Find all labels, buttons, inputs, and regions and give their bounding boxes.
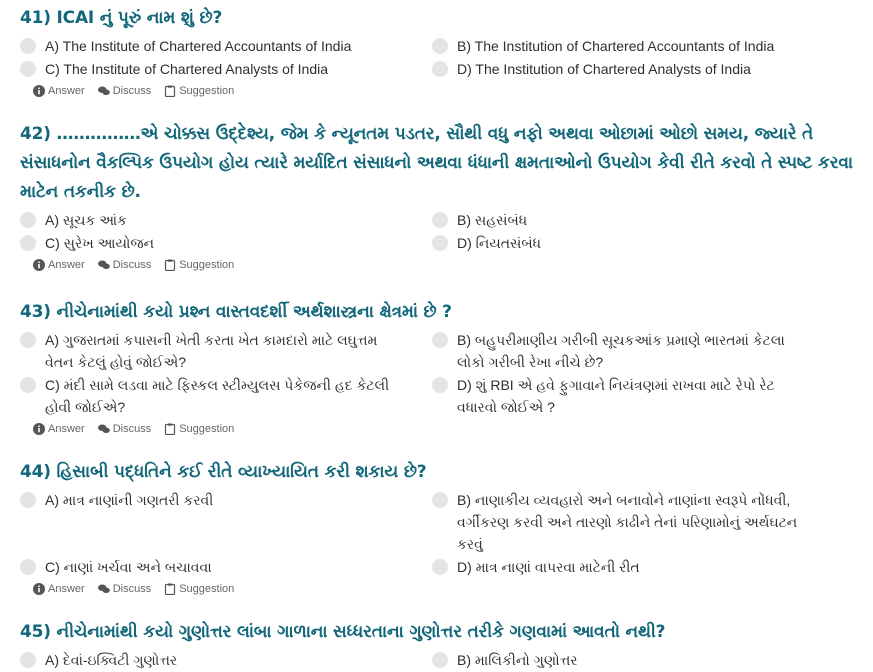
option-label: A) ગુજરાતમાં કપાસની ખેતી કરતા ખેત કામદારો માટે લઘુત્તમ વેતન કેટલું હોવું જોઈએ?: [45, 332, 378, 370]
radio-button[interactable]: [432, 235, 448, 251]
option-label: C) નાણાં ખર્ચવા અને બચાવવા: [45, 559, 212, 575]
option-label: A) સૂચક આંક: [45, 212, 127, 228]
comments-icon: [98, 583, 110, 595]
discuss-label: Discuss: [112, 259, 152, 271]
question-actions: [20, 85, 860, 97]
suggestion-label: Suggestion: [179, 423, 235, 435]
option-b[interactable]: [432, 35, 844, 57]
question-42: [20, 120, 860, 271]
question-title: 42) ……………એ ચોક્કસ ઉદ્દેશ્ય, જેમ કે ન્યૂનતમ પડતર, સૌથી વધુ નફો અથવા ઓછામાં ઓછો સમય, જ્યારે તે સંસાધનોન વૈકલ્પિક ઉપયોગ હોય ત્યારે મર્યાદિત સંસાધનો અથવા ધંધાની ક્ષમતાઓનો ઉપયોગ કેવી રીતે કરવો તે સ્પષ્ટ કરવા માટેન તકનીક છે.: [20, 124, 853, 202]
answer-label: Answer: [48, 259, 85, 271]
radio-button[interactable]: [432, 559, 448, 575]
radio-button[interactable]: [20, 492, 36, 508]
option-d[interactable]: [432, 58, 844, 80]
discuss-label: Discuss: [112, 85, 152, 97]
question-45: [20, 618, 860, 672]
radio-button[interactable]: [432, 38, 448, 54]
radio-button[interactable]: [432, 652, 448, 668]
suggestion-link[interactable]: [164, 85, 234, 97]
radio-button[interactable]: [20, 235, 36, 251]
option-label: C) સુરેખ આયોજન: [45, 235, 155, 251]
question-actions: [20, 423, 860, 435]
answer-link[interactable]: [33, 583, 85, 595]
discuss-link[interactable]: [98, 423, 152, 435]
option-label: A) The Institute of Chartered Accountants of India: [45, 38, 352, 54]
suggestion-label: Suggestion: [179, 259, 235, 271]
radio-button[interactable]: [432, 212, 448, 228]
option-label: D) માત્ર નાણાં વાપરવા માટેની રીત: [457, 559, 640, 575]
radio-button[interactable]: [20, 332, 36, 348]
suggestion-label: Suggestion: [179, 583, 235, 595]
option-label: C) મંદી સામે લડવા માટે ફિસ્કલ સ્ટીમ્યુલસ પેકેજની હદ કેટલી હોવી જોઈએ?: [45, 377, 390, 415]
discuss-label: Discuss: [112, 423, 152, 435]
option-label: B) The Institution of Chartered Accountants of India: [457, 38, 775, 54]
option-d[interactable]: [432, 232, 844, 254]
question-actions: [20, 259, 860, 271]
radio-button[interactable]: [432, 492, 448, 508]
question-title: 44) હિસાબી પદ્ધતિને કઈ રીતે વ્યાખ્યાયિત કરી શકાય છે?: [20, 462, 427, 482]
answer-label: Answer: [48, 423, 85, 435]
clipboard-icon: [164, 85, 176, 97]
discuss-label: Discuss: [112, 583, 152, 595]
option-d[interactable]: [432, 556, 844, 578]
radio-button[interactable]: [20, 212, 36, 228]
question-43: [20, 298, 860, 435]
option-a[interactable]: [20, 35, 432, 57]
info-icon: [33, 583, 45, 595]
answer-label: Answer: [48, 85, 85, 97]
info-icon: [33, 259, 45, 271]
answer-label: Answer: [48, 583, 85, 595]
option-a[interactable]: [20, 329, 432, 373]
question-title: 41) ICAI નું પૂરું નામ શું છે?: [20, 8, 223, 28]
option-label: D) The Institution of Chartered Analysts of India: [457, 61, 751, 77]
radio-button[interactable]: [20, 377, 36, 393]
option-c[interactable]: [20, 374, 432, 418]
radio-button[interactable]: [20, 559, 36, 575]
option-label: B) નાણાકીય વ્યવહારો અને બનાવોને નાણાંના સ્વરૂપે નોંધવી, વર્ગીકરણ કરવી અને તારણો કાઢીને તેનાં પરિણામોનું અર્થઘટન કરવું: [457, 492, 798, 552]
options-list: [20, 649, 860, 672]
suggestion-link[interactable]: [164, 423, 234, 435]
radio-button[interactable]: [20, 38, 36, 54]
comments-icon: [98, 423, 110, 435]
discuss-link[interactable]: [98, 85, 152, 97]
option-label: B) સહસંબંધ: [457, 212, 528, 228]
radio-button[interactable]: [20, 61, 36, 77]
option-d[interactable]: [432, 374, 844, 418]
clipboard-icon: [164, 583, 176, 595]
option-label: D) શું RBI એ હવે ફુગાવાને નિયંત્રણમાં રાખવા માટે રેપો રેટ વધારવો જોઈએ ?: [457, 377, 775, 415]
option-label: A) દેવાં-ઇક્વિટી ગુણોત્તર: [45, 652, 178, 668]
discuss-link[interactable]: [98, 583, 152, 595]
suggestion-link[interactable]: [164, 583, 234, 595]
option-c[interactable]: [20, 232, 432, 254]
info-icon: [33, 85, 45, 97]
option-c[interactable]: [20, 556, 432, 578]
answer-link[interactable]: [33, 423, 85, 435]
radio-button[interactable]: [20, 652, 36, 668]
option-label: B) બહુપરીમાણીય ગરીબી સૂચકઆંક પ્રમાણે ભારતમાં કેટલા લોકો ગરીબી રેખા નીચે છે?: [457, 332, 785, 370]
suggestion-link[interactable]: [164, 259, 234, 271]
question-title: 43) નીચેનામાંથી કયો પ્રશ્ન વાસ્તવદર્શી અર્થશાસ્ત્રના ક્ષેત્રમાં છે ?: [20, 302, 452, 322]
options-list: [20, 35, 860, 81]
radio-button[interactable]: [432, 332, 448, 348]
clipboard-icon: [164, 423, 176, 435]
comments-icon: [98, 85, 110, 97]
answer-link[interactable]: [33, 85, 85, 97]
option-b[interactable]: [432, 329, 844, 373]
clipboard-icon: [164, 259, 176, 271]
option-b[interactable]: [432, 489, 844, 555]
radio-button[interactable]: [432, 377, 448, 393]
option-c[interactable]: [20, 58, 432, 80]
question-title: 45) નીચેનામાંથી કયો ગુણોત્તર લાંબા ગાળાના સધ્ધરતાના ગુણોત્તર તરીકે ગણવામાં આવતો નથી?: [20, 622, 666, 642]
discuss-link[interactable]: [98, 259, 152, 271]
option-label: C) The Institute of Chartered Analysts of India: [45, 61, 329, 77]
options-list: [20, 209, 860, 255]
question-actions: [20, 583, 860, 595]
option-label: B) માલિકીનો ગુણોત્તર: [457, 652, 578, 668]
option-label: D) નિયતસંબંધ: [457, 235, 541, 251]
question-41: [20, 4, 860, 97]
option-a[interactable]: [20, 489, 432, 555]
option-a[interactable]: [20, 209, 432, 231]
answer-link[interactable]: [33, 259, 85, 271]
radio-button[interactable]: [432, 61, 448, 77]
option-label: A) માત્ર નાણાંની ગણતરી કરવી: [45, 492, 214, 508]
option-a[interactable]: [20, 649, 432, 671]
option-b[interactable]: [432, 649, 844, 671]
option-b[interactable]: [432, 209, 844, 231]
info-icon: [33, 423, 45, 435]
options-list: [20, 329, 860, 419]
suggestion-label: Suggestion: [179, 85, 235, 97]
question-44: [20, 458, 860, 595]
options-list: [20, 489, 860, 579]
comments-icon: [98, 259, 110, 271]
